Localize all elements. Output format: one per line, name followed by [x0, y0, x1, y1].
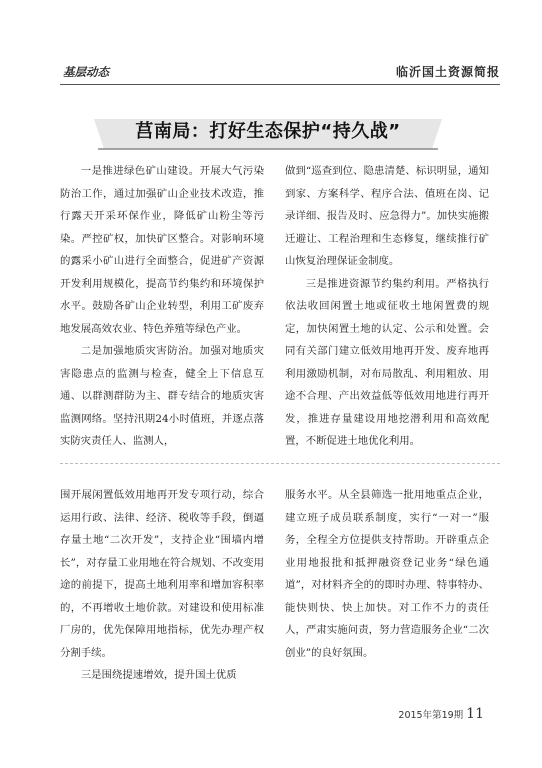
page-footer	[398, 706, 484, 722]
column-top-left	[60, 160, 264, 453]
publication-name: 临沂国土资源简报	[395, 65, 500, 79]
column-top-right	[285, 160, 489, 453]
page-number: 11	[466, 706, 484, 722]
column-bottom-right	[285, 484, 489, 664]
paragraph: 做到“巡查到位、隐患清楚、标识明显，通知到家、方案科学、程序合法、值班在岗、记录详细、报告及时、应急得力”。加快实施搬迁避让、工程治理和生态修复，继续推行矿山恢复治理保证金制度。	[285, 165, 489, 267]
section-divider	[60, 463, 500, 471]
paragraph: 三是围绕提速增效，提升国土优质	[80, 669, 237, 681]
page-header	[60, 62, 500, 85]
paragraph: 一是推进绿色矿山建设。开展大气污染防治工作，通过加强矿山企业技术改造，推行露天开采环保作业，降低矿山粉尘等污染。严控矿权，加快矿区整合。对影响环境的露采小矿山进行全面整合，促进矿产资源开发利用规模化，提高节约集约和环境保护水平。鼓励各矿山企业转型，利用工矿废弃地发展高效农业、特色养殖等绿色产业。	[60, 165, 264, 335]
column-bottom-left	[60, 484, 264, 687]
paragraph: 服务水平。从全县筛选一批用地重点企业，建立班子成员联系制度，实行“一对一”服务，全程全方位提供支持帮助。开辟重点企业用地报批和抵押融资登记业务“绿色通道”，对材料齐全的的即时办理、特事特办、能快则快、快上加快。对工作不力的责任人，严肃实施问责，努力营造服务企业“二次创业”的良好氛围。	[285, 489, 489, 659]
paragraph: 二是加强地质灾害防治。加强对地质灾害隐患点的监测与检查，健全上下信息互通、以群测群防为主、群专结合的地质灾害监测网络。坚持汛期24小时值班，并逐点落实防灾责任人、监测人，	[60, 345, 264, 447]
paragraph: 三是推进资源节约集约利用。严格执行依法收回闲置土地或征收土地闲置费的规定，加快闲置土地的认定、公示和处置。会同有关部门建立低效用地再开发、废弃地再利用激励机制，对布局散乱、利用粗放、用途不合理、产出效益低等低效用地进行再开发，推进存量建设用地挖潜利用和高效配置，不断促进土地优化利用。	[285, 277, 489, 447]
article-title: 莒南局：打好生态保护“持久战”	[135, 121, 401, 142]
title-banner	[94, 105, 442, 153]
paragraph: 围开展闲置低效用地再开发专项行动，综合运用行政、法律、经济、税收等手段，倒逼存量土地“二次开发”，支持企业“围墙内增长”，对存量工业用地在符合规划、不改变用途的前提下，提高土地利用率和增加容积率的，不再增收土地价款。对建设和使用标准厂房的，优先保障用地指标，优先办理产权分割手续。	[60, 489, 264, 659]
section-label: 基层动态	[63, 65, 109, 79]
issue-label: 2015年第19期	[398, 710, 464, 721]
